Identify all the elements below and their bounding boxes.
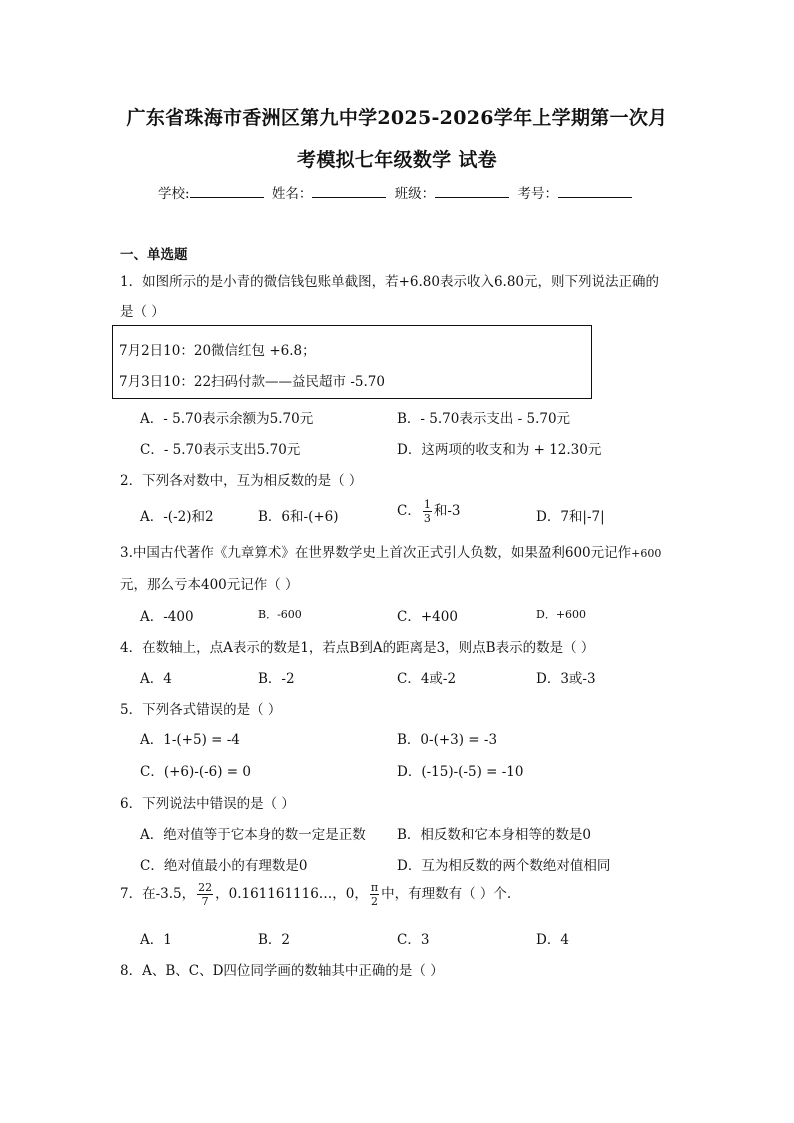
q3-stem-text: 3.中国古代著作《九章算术》在世界数学史上首次正式引人负数，如果盈利600元记作	[120, 545, 632, 561]
q5-option-b[interactable]: B．0-(+3) = -3	[397, 732, 498, 748]
q8-stem: 8．A、B、C、D四位同学画的数轴其中正确的是（ ）	[120, 963, 444, 979]
title-line-2: 考模拟七年级数学 试卷	[297, 149, 497, 171]
q7-stem-c: 中，有理数有（ ）个.	[381, 886, 512, 902]
q3-option-a[interactable]: A．-400	[140, 609, 194, 625]
q6-option-d[interactable]: D．互为相反数的两个数绝对值相同	[397, 858, 611, 874]
q2-d-expr: 7和|-7|	[560, 509, 605, 525]
q2-option-b[interactable]	[258, 505, 339, 525]
q3-option-c[interactable]: C．+400	[397, 609, 458, 625]
q5-stem: 5．下列各式错误的是（ ）	[120, 702, 282, 718]
q4-stem: 4．在数轴上，点A表示的数是1，若点B到A的距离是3，则点B表示的数是（ ）	[120, 640, 595, 656]
number-blank[interactable]	[558, 185, 632, 198]
q3-option-d[interactable]: D．+600	[536, 608, 587, 621]
section-title: 一、单选题	[120, 247, 188, 263]
q2-b-expr: 6和-(+6)	[281, 509, 339, 525]
q5-option-d[interactable]: D．(-15)-(-5) = -10	[397, 764, 524, 780]
q2-c-fraction	[423, 499, 432, 524]
school-blank[interactable]	[190, 185, 264, 198]
q2-d-prefix: D．	[536, 509, 561, 525]
student-info-row	[0, 182, 794, 202]
q2-c-prefix: C．	[397, 503, 421, 519]
class-blank[interactable]	[435, 185, 509, 198]
q1-bill-box	[112, 325, 592, 399]
q2-option-d[interactable]	[536, 505, 605, 525]
q1-option-d[interactable]: D．这两项的收支和为 + 12.30元	[397, 442, 602, 458]
q7-frac1-numerator: 22	[198, 881, 213, 894]
q7-option-a[interactable]: A．1	[140, 932, 172, 948]
q6-option-a[interactable]: A．绝对值等于它本身的数一定是正数	[140, 827, 366, 843]
q4-option-c[interactable]: C．4或-2	[397, 671, 457, 687]
q2-c-suffix: 和-3	[433, 503, 461, 519]
q6-stem: 6．下列说法中错误的是（ ）	[120, 796, 295, 812]
q7-frac2-denominator: 2	[371, 895, 379, 908]
q7-frac1-denominator: 7	[201, 895, 209, 908]
q4-option-b[interactable]: B．-2	[258, 671, 295, 687]
number-label: 考号：	[517, 186, 558, 202]
q2-c-numerator: 1	[423, 498, 431, 511]
q2-option-a[interactable]	[140, 505, 214, 525]
name-label: 姓名：	[271, 186, 313, 202]
q7-stem-b: ，0.161161116…，0，	[215, 886, 368, 902]
q5-option-c[interactable]: C．(+6)-(-6) = 0	[140, 764, 251, 780]
title-line-1: 广东省珠海市香洲区第九中学2025-2026学年上学期第一次月	[126, 107, 668, 129]
q1-option-c[interactable]: C．- 5.70表示支出5.70元	[140, 442, 301, 458]
q4-option-a[interactable]: A．4	[140, 671, 172, 687]
q3-stem-line1	[120, 541, 661, 561]
q7-stem-a: 7．在-3.5，	[120, 886, 196, 902]
q2-a-prefix: A．	[140, 509, 164, 525]
q6-option-b[interactable]: B．相反数和它本身相等的数是0	[397, 827, 592, 843]
class-label: 班级：	[394, 186, 436, 202]
q2-a-expr: -(-2)	[163, 509, 192, 525]
q3-stem-line2: 元，那么亏本400元记作（ ）	[120, 577, 299, 593]
q7-fraction-2	[370, 882, 379, 907]
q2-a-suffix: 和2	[191, 509, 214, 525]
q2-b-prefix: B．	[258, 509, 282, 525]
school-label: 学校:	[158, 186, 190, 202]
q7-stem	[120, 882, 511, 907]
q3-stem-value: +600	[631, 547, 662, 560]
q1-option-b[interactable]: B．- 5.70表示支出 - 5.70元	[397, 411, 571, 427]
q3-option-b[interactable]: B．-600	[258, 608, 302, 621]
q7-option-d[interactable]: D．4	[536, 932, 569, 948]
q1-bill-line2: 7月3日10：22扫码付款——益民超市 -5.70	[119, 374, 385, 390]
name-blank[interactable]	[312, 185, 386, 198]
q2-c-denominator: 3	[423, 512, 431, 525]
q5-option-a[interactable]: A．1-(+5) = -4	[140, 732, 240, 748]
q1-option-a[interactable]: A．- 5.70表示余额为5.70元	[140, 411, 314, 427]
q7-fraction-1	[197, 882, 213, 907]
q2-option-c[interactable]	[397, 499, 461, 524]
q7-option-b[interactable]: B．2	[258, 932, 291, 948]
q4-option-d[interactable]: D．3或-3	[536, 671, 596, 687]
q1-stem-line1: 1．如图所示的是小青的微信钱包账单截图，若+6.80表示收入6.80元，则下列说法正确的	[120, 274, 660, 290]
q1-stem-line2: 是（ ）	[120, 304, 165, 320]
q7-option-c[interactable]: C．3	[397, 932, 430, 948]
q1-bill-line1: 7月2日10：20微信红包 +6.8；	[119, 343, 316, 359]
q2-stem: 2．下列各对数中，互为相反数的是（ ）	[120, 473, 363, 489]
q7-frac2-numerator: π	[370, 881, 379, 894]
q6-option-c[interactable]: C．绝对值最小的有理数是0	[140, 858, 308, 874]
